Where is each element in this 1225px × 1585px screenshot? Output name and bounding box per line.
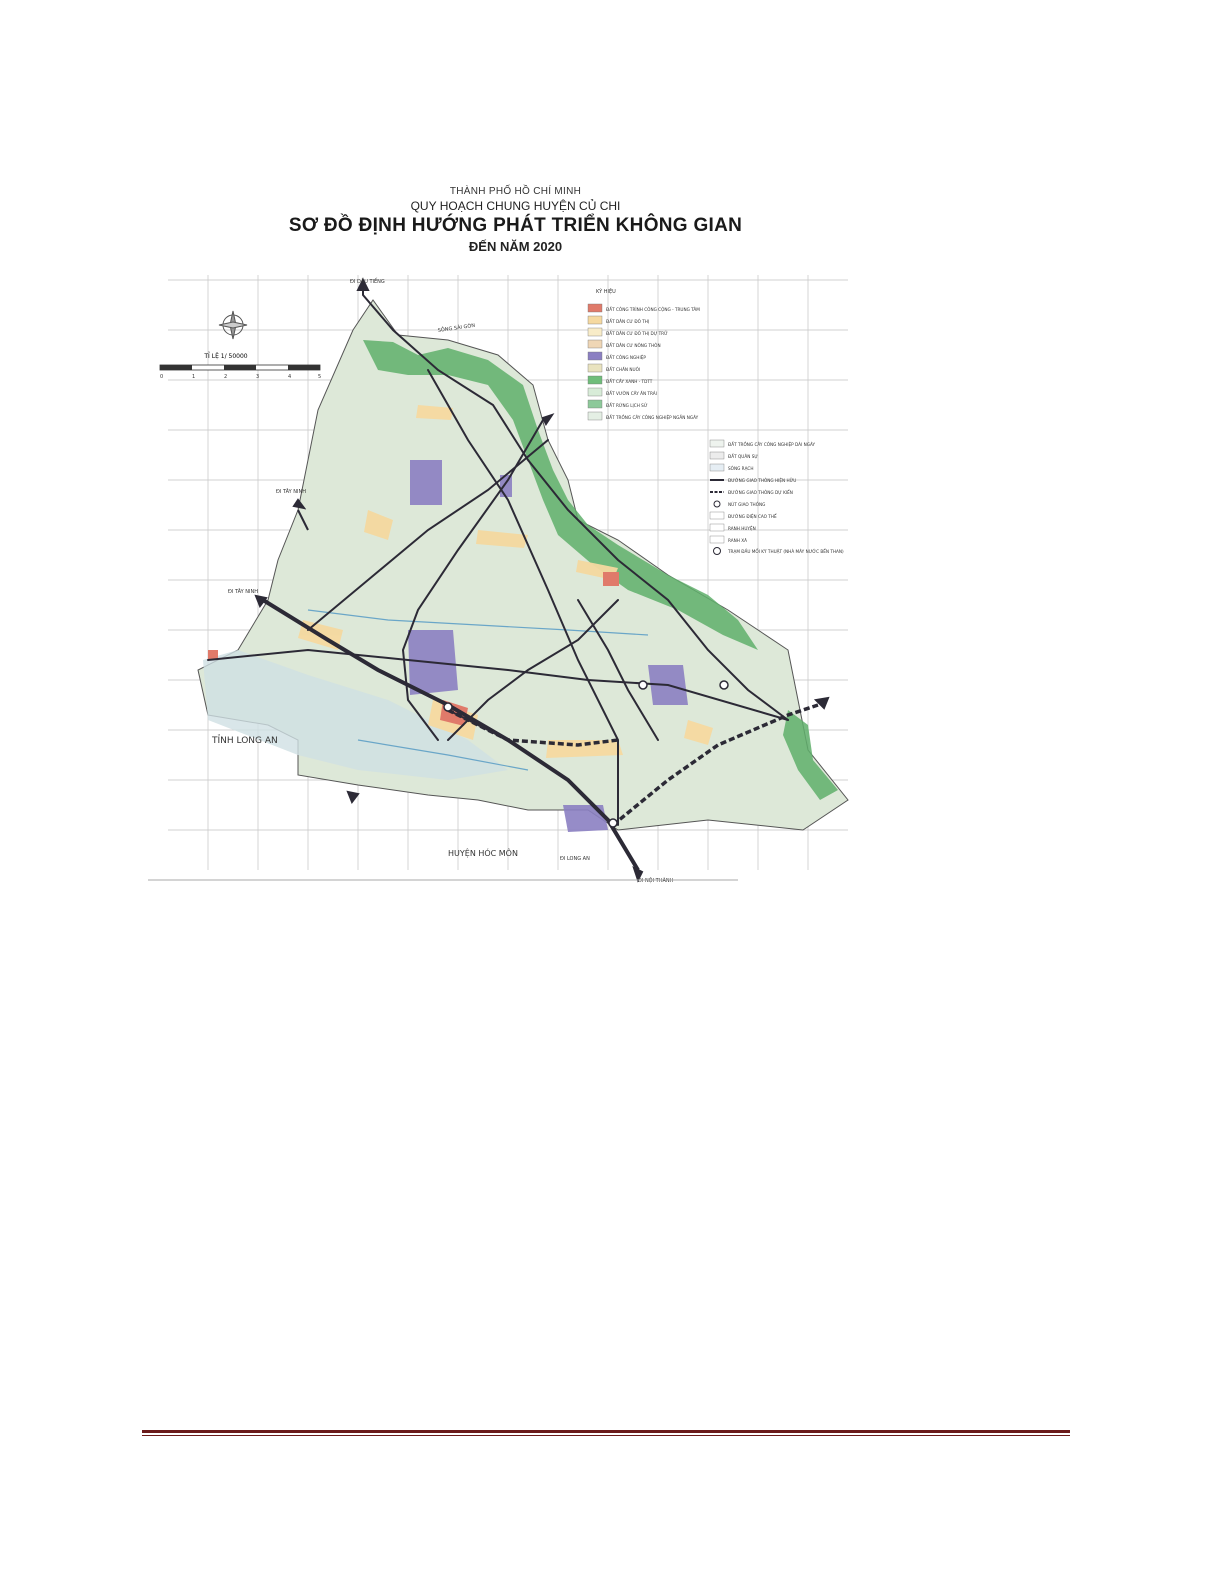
scale-tick: 0: [160, 374, 164, 380]
label-di-dau-tieng: ĐI DẦU TIẾNG: [350, 279, 385, 285]
scale-label: TỈ LỆ 1/ 50000: [204, 353, 248, 360]
label-huyen-hoc-mon: HUYỆN HÓC MÔN: [448, 849, 518, 858]
legend-item: ĐẤT TRỒNG CÂY CÔNG NGHIỆP NGẮN NGÀY: [606, 415, 699, 420]
legend-item: ĐẤT CÔNG NGHIỆP: [606, 355, 646, 360]
label-tinh-long-an: TỈNH LONG AN: [212, 736, 278, 746]
legend-item: ĐƯỜNG ĐIỆN CAO THẾ: [728, 514, 777, 519]
title-main: SƠ ĐỒ ĐỊNH HƯỚNG PHÁT TRIỂN KHÔNG GIAN: [288, 215, 743, 236]
scale-ticks: [160, 374, 321, 380]
scale-bar: [160, 365, 320, 370]
map-figure: [148, 180, 883, 885]
scale-tick: 1: [192, 374, 196, 380]
title-year: ĐẾN NĂM 2020: [468, 239, 563, 254]
legend-item: ĐẤT QUÂN SỰ: [728, 454, 758, 459]
legend-item: RANH XÃ: [728, 538, 747, 543]
planning-map: [148, 180, 883, 885]
legend-secondary: [710, 440, 844, 555]
legend-item: ĐƯỜNG GIAO THÔNG DỰ KIẾN: [728, 490, 793, 495]
footer-divider: [142, 1430, 1070, 1438]
scale-tick: 5: [318, 374, 322, 380]
legend-item: ĐẤT CÂY XANH - TDTT: [606, 379, 653, 384]
legend-item: ĐẤT CÔNG TRÌNH CÔNG CỘNG - TRUNG TÂM: [606, 307, 700, 312]
legend-item: RANH HUYỆN: [728, 526, 756, 531]
legend-item: ĐẤT VƯỜN CÂY ĂN TRÁI: [606, 391, 657, 396]
legend-item: ĐẤT DÂN CƯ ĐÔ THỊ DỰ TRỮ: [606, 331, 668, 336]
scale-tick: 2: [224, 374, 228, 380]
legend-item: TRẠM ĐẦU MỐI KỸ THUẬT (NHÀ MÁY NƯỚC BẾN THAN): [728, 549, 844, 554]
legend-item: ĐẤT DÂN CƯ ĐÔ THỊ: [606, 319, 650, 324]
compass-rose-icon: [219, 311, 247, 339]
label-di-long-an: ĐI LONG AN: [560, 856, 590, 862]
scale-tick: 4: [288, 374, 292, 380]
scale-tick: 3: [256, 374, 260, 380]
legend-title: KÝ HIỆU: [596, 289, 616, 295]
title-plan: QUY HOẠCH CHUNG HUYỆN CỦ CHI: [410, 199, 621, 213]
legend-primary: [588, 287, 700, 420]
legend-item: SÔNG RẠCH: [728, 466, 754, 471]
legend-item: ĐẤT CHĂN NUÔI: [606, 367, 641, 372]
title-city: THÀNH PHỐ HỒ CHÍ MINH: [449, 186, 582, 197]
label-di-tay-ninh-north: ĐI TÂY NINH: [276, 489, 306, 495]
label-song-sai-gon: SÔNG SÀI GÒN: [437, 322, 476, 334]
legend-item: ĐẤT RỪNG LỊCH SỬ: [606, 403, 648, 408]
label-di-noi-thanh: ĐI NỘI THÀNH: [638, 878, 674, 884]
map-title-block: [148, 186, 883, 254]
legend-item: ĐẤT DÂN CƯ NÔNG THÔN: [606, 343, 661, 348]
legend-item: ĐẤT TRỒNG CÂY CÔNG NGHIỆP DÀI NGÀY: [728, 442, 816, 447]
label-di-tay-ninh-west: ĐI TÂY NINH: [228, 589, 258, 595]
legend-item: ĐƯỜNG GIAO THÔNG HIỆN HỮU: [728, 478, 797, 483]
legend-item: NÚT GIAO THÔNG: [728, 502, 766, 507]
